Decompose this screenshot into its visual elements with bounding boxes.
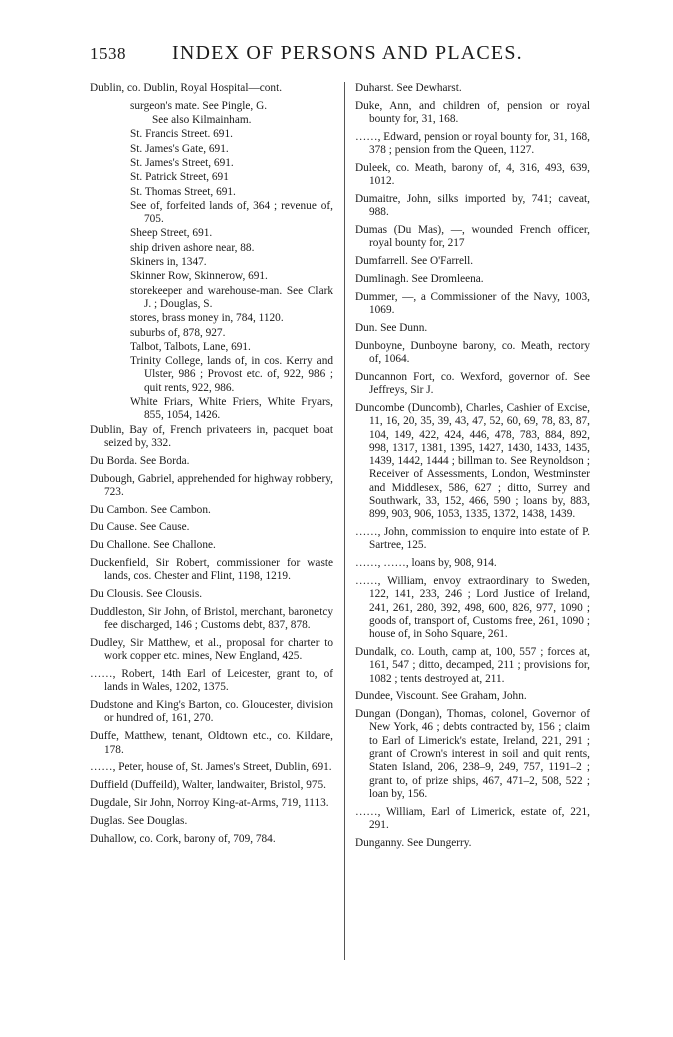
index-sub-entry: White Friars, White Friers, White Fryars, 855, 1054, 1426. xyxy=(130,396,333,422)
index-entry: Dumas (Du Mas), —, wounded French officer, royal bounty for, 217 xyxy=(355,224,590,250)
index-sub-entry: Talbot, Talbots, Lane, 691. xyxy=(130,340,251,353)
index-entry: Du Clousis. See Clousis. xyxy=(90,588,203,601)
index-entry: Dumfarrell. See O'Farrell. xyxy=(355,255,474,268)
index-sub-entry: St. Thomas Street, 691. xyxy=(130,185,236,198)
index-sub-entry: ship driven ashore near, 88. xyxy=(130,241,255,254)
index-entry: Duckenfield, Sir Robert, commissioner for waste lands, cos. Chester and Flint, 1198, 1219. xyxy=(90,557,333,583)
index-sub-entry: suburbs of, 878, 927. xyxy=(130,326,226,339)
entry-list xyxy=(355,82,590,850)
index-sub-entry: Skinner Row, Skinnerow, 691. xyxy=(130,270,268,283)
running-title: INDEX OF PERSONS AND PLACES. xyxy=(172,42,523,64)
index-sub-entry: St. Francis Street. 691. xyxy=(130,128,233,141)
index-entry: Dumaitre, John, silks imported by, 741; caveat, 988. xyxy=(355,193,590,219)
page-header xyxy=(90,44,610,74)
index-entry: ……, Robert, 14th Earl of Leicester, grant to, of lands in Wales, 1202, 1375. xyxy=(90,668,333,694)
index-column-left xyxy=(90,82,333,850)
entry-list xyxy=(90,424,333,846)
index-entry: Du Borda. See Borda. xyxy=(90,454,190,467)
index-sub-entry: surgeon's mate. See Pingle, G. xyxy=(130,99,268,112)
index-entry: ……, John, commission to enquire into estate of P. Sartree, 125. xyxy=(355,526,590,552)
index-entry: ……, Edward, pension or royal bounty for, 31, 168, 378 ; pension from the Queen, 1127. xyxy=(355,130,590,157)
page-number: 1538 xyxy=(90,44,126,63)
index-entry: Du Challone. See Challone. xyxy=(90,539,216,552)
index-sub-entry: storekeeper and warehouse-man. See Clark J. ; Douglas, S. xyxy=(130,284,333,310)
index-entry: Duke, Ann, and children of, pension or royal bounty for, 31, 168. xyxy=(355,99,590,126)
index-entry: Dun. See Dunn. xyxy=(355,321,428,334)
index-entry: ……, William, Earl of Limerick, estate of, 221, 291. xyxy=(355,805,590,832)
index-entry: Duddleston, Sir John, of Bristol, merchant, baronetcy fee discharged, 146 ; Customs debt, 837, 878. xyxy=(90,605,333,632)
index-entry: Duffe, Matthew, tenant, Oldtown etc., co. Kildare, 178. xyxy=(90,730,333,756)
index-entry: Duncombe (Duncomb), Charles, Cashier of Excise, 11, 16, 20, 35, 39, 43, 47, 52, 60, 69, 78, 83, 87, 104, 149, 422, 424, 446, 478, 783, 884, 892, 998, 1317, 1381, 1395, 1427, 1430, 1433, 1435, 1439, 1442, 1444 ; billman to. See Reynoldson ; Receiver of Assessments, London, Westminster and Middlesex, 586, 627 ; ditto, Surrey and Southwark, 33, 152, 466, 590 ; loans by, 883, 899, 903, 906, 1053, 1335, 1372, 1438, 1439. xyxy=(355,401,590,521)
index-sub-entry: Trinity College, lands of, in cos. Kerry and Ulster, 986 ; Provost etc. of, 922, 986 ; quit rents, 922, 986. xyxy=(130,355,333,394)
index-entry: Dundee, Viscount. See Graham, John. xyxy=(355,690,527,703)
index-entry: Dubough, Gabriel, apprehended for highway robbery, 723. xyxy=(90,472,333,498)
index-entry: Dudstone and King's Barton, co. Gloucester, division or hundred of, 161, 270. xyxy=(90,699,333,725)
index-entry: Du Cause. See Cause. xyxy=(90,521,190,534)
index-entry: Dundalk, co. Louth, camp at, 100, 557 ; forces at, 161, 547 ; ditto, decamped, 211 ; provisions for, 1082 ; tents destroyed at, 211. xyxy=(355,645,590,685)
index-entry: Duncannon Fort, co. Wexford, governor of. See Jeffreys, Sir J. xyxy=(355,370,590,397)
index-entry: Dublin, Bay of, French privateers in, pacquet boat seized by, 332. xyxy=(90,423,333,449)
index-entry: Dugdale, Sir John, Norroy King-at-Arms, 719, 1113. xyxy=(90,796,329,809)
index-entry: ……, ……, loans by, 908, 914. xyxy=(355,557,497,570)
column-divider xyxy=(344,82,345,960)
index-entry: Dumlinagh. See Dromleena. xyxy=(355,273,484,286)
index-entry: Duhallow, co. Cork, barony of, 709, 784. xyxy=(90,832,276,845)
index-entry: ……, Peter, house of, St. James's Street, Dublin, 691. xyxy=(90,761,332,774)
index-entry: Dunganny. See Dungerry. xyxy=(355,836,472,849)
index-entry: Dungan (Dongan), Thomas, colonel, Governor of New York, 46 ; debts contracted by, 156 ; claim to Earl of Limerick's estate, Ireland, 221, 291 ; grant of Crown's interest in soil and quit rents, Staten Island, 206, 238–9, 249, 757, 1191–2 ; grant to, of prize ships, 467, 471–2, 508, 522 ; loan by, 156. xyxy=(355,708,590,800)
sub-entry-list xyxy=(90,100,333,423)
index-entry: Duglas. See Douglas. xyxy=(90,814,188,827)
index-entry: Dublin, co. Dublin, Royal Hospital—cont. xyxy=(90,82,283,94)
index-sub-entry: See also Kilmainham. xyxy=(152,114,252,127)
index-sub-entry: stores, brass money in, 784, 1120. xyxy=(130,312,284,325)
index-sub-entry: See of, forfeited lands of, 364 ; revenue of, 705. xyxy=(130,199,333,226)
index-sub-entry: St. Patrick Street, 691 xyxy=(130,171,229,184)
index-entry: Dummer, —, a Commissioner of the Navy, 1003, 1069. xyxy=(355,290,590,317)
index-entry: Dudley, Sir Matthew, et al., proposal for charter to work copper etc. mines, New England, 425. xyxy=(90,636,333,663)
index-entry: Dunboyne, Dunboyne barony, co. Meath, rectory of, 1064. xyxy=(355,339,590,366)
index-entry: ……, William, envoy extraordinary to Sweden, 122, 141, 233, 246 ; Lord Justice of Ireland, 241, 261, 280, 392, 498, 600, 826, 977, 1090 ; goods of, transport of, Customs free, 261, 1090 ; house of, in Soho Square, 261. xyxy=(355,575,590,641)
index-sub-entry: St. James's Gate, 691. xyxy=(130,142,229,155)
index-sub-entry: Sheep Street, 691. xyxy=(130,227,213,240)
index-column-right xyxy=(355,82,590,855)
index-entry: Duleek, co. Meath, barony of, 4, 316, 493, 639, 1012. xyxy=(355,161,590,188)
index-entry: Duharst. See Dewharst. xyxy=(355,82,462,94)
index-entry: Du Cambon. See Cambon. xyxy=(90,503,211,516)
index-sub-entry: St. James's Street, 691. xyxy=(130,156,234,169)
index-sub-entry: Skiners in, 1347. xyxy=(130,256,207,269)
index-entry: Duffield (Duffeild), Walter, landwaiter, Bristol, 975. xyxy=(90,779,326,792)
